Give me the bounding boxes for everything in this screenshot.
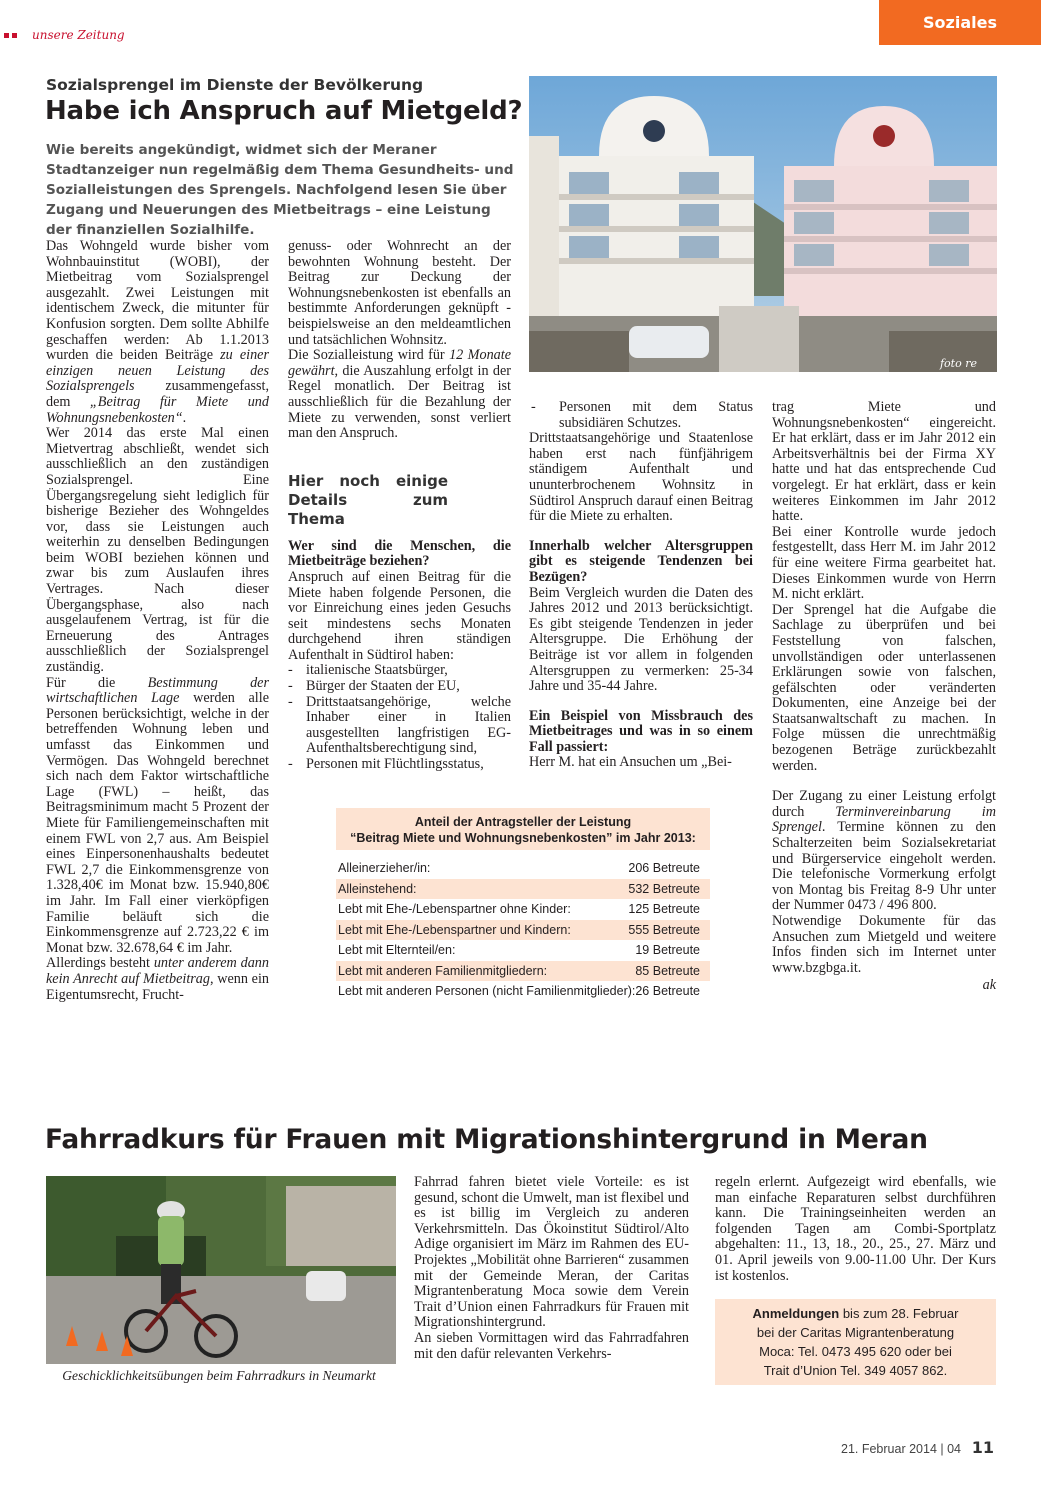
- article-lead: Wie bereits angekündigt, widmet sich der Meraner Stadtanzeiger nun regelmäßig dem Thema Gesundheits- und Sozialleistungen des Sprengels. Nachfolgend lesen Sie über Zugang und Neuerungen des Mietbeitrags – eine Leistung der finanziellen Sozialhilfe.: [46, 142, 514, 238]
- article-kicker: Sozialsprengel im Dienste der Bevölkerung: [46, 76, 424, 94]
- paragraph: Der Sprengel hat die Aufgabe die Sachlage zu überprüfen und bei Feststellung von falschen, unvollständigen oder unterlassenen Erklärungen sowie von falschen, gefälschten oder veränderten Dokumenten, eine Anzeige bei der Staatsanwaltschaft zu machen. In Folge müssen die unrechtmäßig bezogenen Beträge zurückbezahlt werden.: [772, 601, 996, 774]
- paragraph: An sieben Vormittagen wird das Fahrradfahren mit den dafür relevanten Verkehrs-: [414, 1329, 689, 1362]
- paragraph: regeln erlernt. Aufgezeigt wird ebenfalls, wie man einfache Reparaturen selbst durchführen kann. Die Trainingseinheiten werden an folgenden Tagen am Combi-Sportplatz abgehalten: 11., 13, 18., 20., 25., 27. März und 01. April jeweils von 9.00-11.00 Uhr. Der Kurs ist kostenlos.: [715, 1174, 996, 1284]
- paragraph: genuss- oder Wohnrecht an der bewohnten Wohnung besteht. Der Beitrag zur Deckung der Wohnungsnebenkosten ist ebenfalls an bestimmte Anforderungen geknüpft - beispielsweise an den meldeamtlichen und tatsächlichen Wohnsitz.: [288, 238, 511, 348]
- paragraph: Anspruch auf einen Beitrag für die Miete haben folgende Personen, die vor Einreichung eines jeden Gesuchs seit mindestens sechs Monaten durchgehend ihren ständigen Aufenthalt in Südtirol haben:: [288, 568, 511, 663]
- details-subhead: Hier noch einige Details zum Thema: [288, 471, 448, 528]
- bicycle-illustration: [46, 1176, 396, 1364]
- article2-column-2: [715, 1175, 996, 1284]
- paragraph: Wer 2014 das erste Mal einen Mietvertrag abschließt, wendet sich ausschließlich an den zuständigen Sozialsprengel. Eine Übergangsregelung sieht lediglich für bisherige Bezieher des Wohngeldes vor, dass sie Leistungen auch weiterhin zu denselben Bedingungen beim WOBI beziehen können und zwar bis zum Auslaufen ihres Vertrages. Nach dieser Übergangsphase, also nach ausgelaufenem Vertrag, ist für die Erneuerung des Antrages ausschließlich der Sozialsprengel zuständig.: [46, 425, 269, 676]
- paragraph: Der Zugang zu einer Leistung erfolgt durch Terminvereinbarung im Sprengel. Termine können zu den Schalterzeiten beim Sozialsekretariat und Bürgerservice eingeholt werden. Die telefonische Vormerkung erfolgt von Montag bis Freitag 8-9 Uhr unter der Nummer 0473 / 496 800.: [772, 788, 996, 914]
- paragraph: Drittstaatsangehörige und Staatenlose haben erst nach fünfjährigem ständigem Aufenthalt und ununterbrochenem Wohnsitz in Südtirol Anspruch darauf einen Beitrag für die Miete zu erhalten.: [529, 430, 753, 525]
- table-title: Anteil der Antragsteller der Leistung “Beitrag Miete und Wohnungsnebenkosten” im Jahr 2013:: [336, 808, 710, 850]
- table-row: Lebt mit anderen Familienmitgliedern: 85 Betreute: [336, 961, 710, 982]
- paragraph: Beim Vergleich wurden die Daten des Jahres 2012 und 2013 berücksichtigt. Es gibt steigende Tendenzen in jeder Altersgruppe. Die Erhöhung der Beiträge ist vor allem in folgenden Altersgruppen zu vermerken: 25-34 Jahre und 35-44 Jahre.: [529, 584, 753, 695]
- table-row: Alleinstehend: 532 Betreute: [336, 879, 710, 900]
- table-row: Lebt mit Ehe-/Lebenspartner und Kindern: 555 Betreute: [336, 920, 710, 941]
- logo-square-icon: [4, 33, 9, 38]
- photo-caption: Geschicklichkeitsübungen beim Fahrradkurs in Neumarkt: [62, 1368, 376, 1383]
- list-item: - Personen mit dem Status subsidiären Schutzes.: [531, 399, 753, 431]
- question-heading: Innerhalb welcher Altersgruppen gibt es steigende Tendenzen bei Bezügen?: [529, 537, 753, 585]
- article-column-3: [529, 400, 753, 771]
- question-heading: Wer sind die Menschen, die Mietbeiträge beziehen?: [288, 537, 511, 570]
- bicycle-photo: [46, 1176, 396, 1364]
- registration-box: Anmeldungen bis zum 28. Februar bei der Caritas Migrantenberatung Moca: Tel. 0473 495 620 oder bei Trait d’Union Tel. 349 4057 862.: [715, 1299, 996, 1385]
- paragraph: Notwendige Dokumente für das Ansuchen zum Mietgeld und weitere Infos finden sich im Internet unter www.bzgbga.it.: [772, 913, 996, 976]
- list-item: - italienische Staatsbürger,: [288, 662, 448, 679]
- article-column-1: [46, 239, 269, 1003]
- page-number: 11: [971, 1438, 994, 1457]
- paragraph: Fahrrad fahren bietet viele Vorteile: es ist gesund, schont die Umwelt, man ist flexibel und es ist billig im Vergleich zu anderen Verkehrsmitteln. Das Ökoinstitut Südtirol/Alto Adige organisiert im März im Rahmen des EU-Projektes „Mobilität ohne Barrieren“ zusammen mit der Gemeinde Meran, der Caritas Migrantenberatung Moca sowie dem Verein Trait d’Union einen Fahrradkurs für Frauen mit Migrationshintergrund.: [414, 1174, 689, 1331]
- buildings-illustration: [529, 76, 997, 372]
- paragraph: Bei einer Kontrolle wurde jedoch festgestellt, dass Herr M. im Jahr 2012 für eine weitere Firma gearbeitet hat. Dieses Einkommen wurde von Herrn M. nicht erklärt.: [772, 523, 996, 603]
- question-heading: Ein Beispiel von Missbrauch des Mietbeitrages und was in so einem Fall passiert:: [529, 707, 753, 755]
- paragraph: Herr M. hat ein Ansuchen um „Bei-: [529, 754, 732, 771]
- list-item: - Bürger der Staaten der EU,: [288, 678, 460, 695]
- article-column-2: [288, 239, 511, 773]
- article2-column-1: [414, 1175, 689, 1362]
- photo-credit: foto re: [939, 357, 977, 370]
- issue-date: 21. Februar 2014 | 04: [841, 1442, 961, 1456]
- author-initials: ak: [982, 977, 996, 994]
- buildings-photo: [529, 76, 997, 372]
- article-column-4: [772, 400, 996, 994]
- list-item: - Personen mit Flüchtlingsstatus,: [288, 756, 484, 773]
- logo-text: unsere Zeitung: [32, 28, 125, 42]
- table-row: Lebt mit Elternteil/en: 19 Betreute: [338, 943, 700, 957]
- article-headline: Habe ich Anspruch auf Mietgeld?: [45, 96, 523, 126]
- logo-square-icon: [12, 33, 17, 38]
- table-row: Lebt mit Ehe-/Lebenspartner ohne Kinder: 125 Betreute: [338, 902, 700, 916]
- table-row: Alleinerzieher/in: 206 Betreute: [338, 861, 700, 875]
- paragraph: Das Wohngeld wurde bisher vom Wohnbauinstitut (WOBI), der Mietbeitrag vom Sozialsprengel ausgezahlt. Zwei Leistungen mit identischem Zweck, die mitunter für Konfusion sorgten. Dem sollte Abhilfe geschaffen werden: Ab 1.1.2013 wurden die beiden Beiträge zu einer einzigen neuen Leistung des Sozialsprengels zusammengefasst, dem „Beitrag für Miete und Wohnungsnebenkosten“.: [46, 238, 269, 426]
- paragraph: trag Miete und Wohnungsnebenkosten“ eingereicht. Er hat erklärt, dass er im Jahr 2012 ein Arbeitsverhältnis bei der Firma XY hatte und hat das entsprechende Cud vorgelegt. Er hat erklärt, dass er kein weiteres Einkommen im Jahr 2012 hatte.: [772, 399, 996, 525]
- list-item: - Drittstaatsangehörige, welche Inhaber einer in Italien ausgestellten langfristigen EG-Aufenthaltsberechtigung sind,: [288, 693, 511, 757]
- section-tab: Soziales: [879, 0, 1041, 45]
- paragraph: Für die Bestimmung der wirtschaftlichen Lage werden alle Personen berücksichtigt, welche in der betreffenden Wohnung leben und umfasst das Einkommen und Vermögen. Das Wohngeld berechnet sich nach dem Faktor wirtschaftliche Lage (FWL) – heißt, das Beitragsminimum macht 5 Prozent der Miete für Familiengemeinschaften mit einem FWL von 2,7 aus. Am Beispiel eines Einpersonenhaushalts bedeutet FWL 2,7 die Einkommensgrenze von 1.328,40€ im Monat bzw. 15.940,80€ im Jahr. Im Fall einer vierköpfigen Familie beläuft sich die Einkommensgrenze auf 2.723,22 € im Monat bzw. 32.678,64 € im Jahr.: [46, 674, 269, 956]
- table-row: Lebt mit anderen Personen (nicht Familienmitglieder): 26 Betreute: [338, 984, 700, 998]
- paragraph: Die Sozialleistung wird für 12 Monate gewährt, die Auszahlung erfolgt in der Regel monatlich. Der Beitrag ist ausschließlich für die Bezahlung der Miete zu verwenden, sonst verliert man den Anspruch.: [288, 347, 511, 442]
- paragraph: Allerdings besteht unter anderem dann kein Anrecht auf Mietbeitrag, wenn ein Eigentumsrecht, Frucht-: [46, 955, 269, 1003]
- article2-headline: Fahrradkurs für Frauen mit Migrationshintergrund in Meran: [45, 1124, 928, 1155]
- masthead-logo: [4, 28, 125, 42]
- statistics-table: [336, 808, 710, 1002]
